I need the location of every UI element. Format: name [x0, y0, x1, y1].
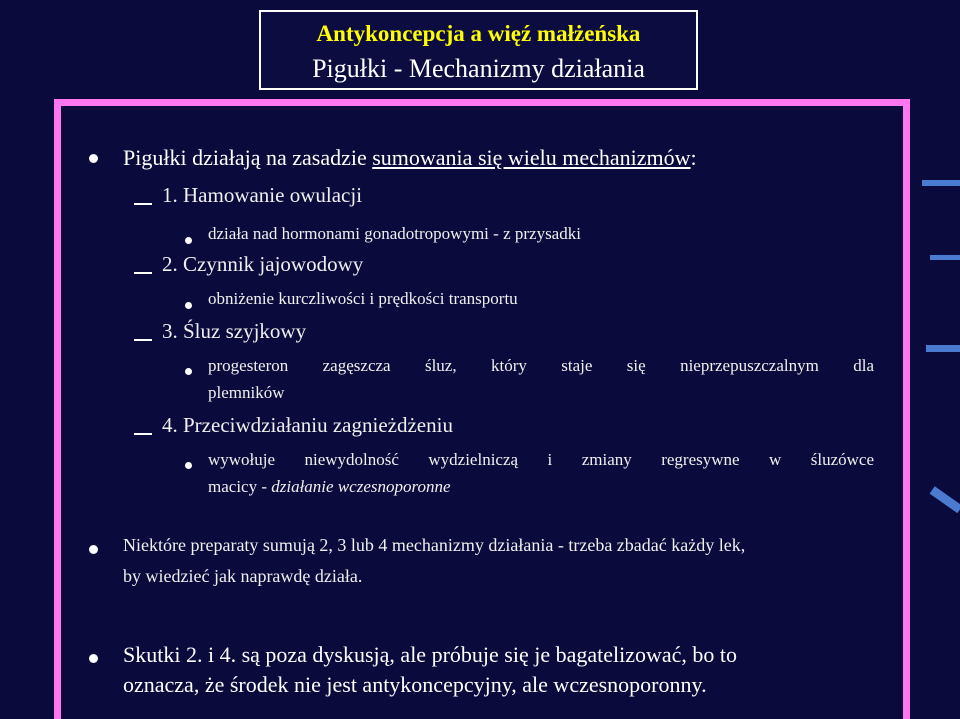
dash-icon	[134, 272, 152, 274]
mechanism-detail: obniżenie kurczliwości i prędkości transportu	[208, 289, 518, 308]
mechanism-heading: 3. Śluz szyjkowy	[162, 319, 307, 343]
slide-subtitle: Pigułki - Mechanizmy działania	[312, 54, 645, 83]
mechanism-detail-cont: macicy - działanie wczesnoporonne	[208, 477, 451, 496]
bullet-icon	[89, 154, 98, 163]
bullet-icon	[185, 237, 192, 244]
dash-icon	[134, 339, 152, 341]
note-text-cont: by wiedzieć jak naprawdę działa.	[123, 566, 363, 586]
decor-stripe	[926, 345, 960, 352]
mechanism-detail: działa nad hormonami gonadotropowymi - z przysadki	[208, 224, 581, 243]
mechanism-heading: 2. Czynnik jajowodowy	[162, 252, 364, 276]
slide-title: Antykoncepcja a więź małżeńska	[316, 21, 641, 46]
bullet-icon	[185, 462, 192, 469]
bullet-icon	[185, 302, 192, 309]
effects-text-cont: oznacza, że środek nie jest antykoncepcyjny, ale wczesnoporonny.	[123, 672, 707, 697]
mechanism-detail: wywołuje niewydolność wydzielniczą i zmiany regresywne w śluzówce	[208, 450, 874, 469]
decor-stripe	[930, 486, 960, 513]
dash-icon	[134, 433, 152, 435]
decor-stripe	[922, 180, 960, 186]
mechanism-heading: 4. Przeciwdziałaniu zagnieżdżeniu	[162, 413, 453, 437]
intro-underlined: sumowania się wielu mechanizmów	[372, 145, 691, 170]
emphasis-text: działanie wczesnoporonne	[271, 477, 451, 496]
mechanism-detail: progesteron zagęszcza śluz, który staje się nieprzepuszczalnym dla	[208, 356, 874, 375]
title-box	[259, 10, 698, 90]
bullet-icon	[89, 545, 98, 554]
mechanism-detail-cont: plemników	[208, 383, 285, 402]
mechanism-heading: 1. Hamowanie owulacji	[162, 183, 363, 207]
intro-text: Pigułki działają na zasadzie sumowania się wielu mechanizmów:	[123, 145, 697, 170]
decor-stripe	[930, 255, 960, 260]
note-text: Niektóre preparaty sumują 2, 3 lub 4 mechanizmy działania - trzeba zbadać każdy lek,	[123, 535, 746, 555]
bullet-icon	[185, 368, 192, 375]
dash-icon	[134, 203, 152, 205]
bullet-icon	[89, 654, 98, 663]
effects-text: Skutki 2. i 4. są poza dyskusją, ale próbuje się je bagatelizować, bo to	[123, 642, 738, 667]
